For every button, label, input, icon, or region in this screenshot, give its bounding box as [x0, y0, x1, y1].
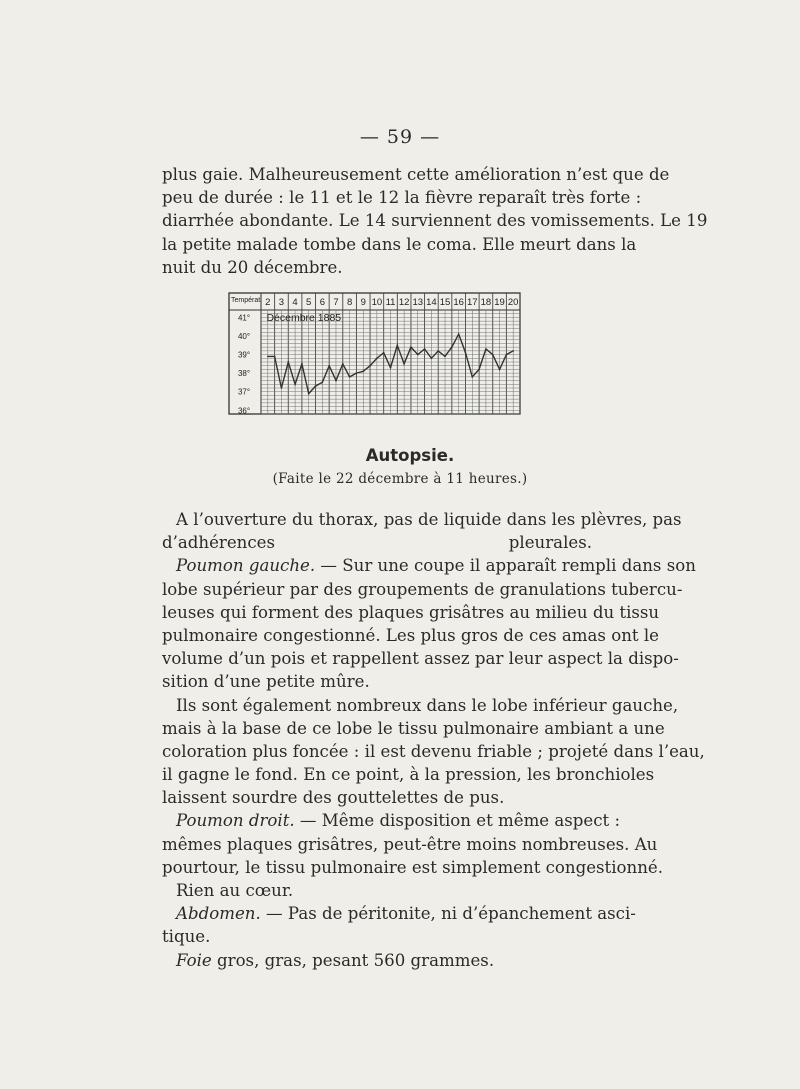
- line-text: d’adhérences pleurales.: [162, 533, 592, 553]
- x-tick-label: 18: [480, 297, 492, 308]
- text-line: [162, 763, 655, 786]
- line-text: gros, gras, pesant 560 grammes.: [211, 950, 495, 970]
- line-text: il gagne le fond. En ce point, à la pression, les bronchioles: [162, 765, 655, 785]
- text-line: [162, 554, 696, 577]
- text-line: [162, 925, 592, 948]
- x-tick-label: 4: [292, 297, 298, 308]
- chart-header-label: Températ.: [231, 297, 263, 304]
- section-label: Poumon droit.: [176, 811, 295, 831]
- x-tick-label: 3: [278, 297, 285, 308]
- temperature-point: [506, 354, 508, 356]
- text-line: [162, 531, 592, 554]
- x-tick-label: 9: [360, 297, 366, 308]
- y-tick-label: 41°: [237, 313, 251, 323]
- line-text: pourtour, le tissu pulmonaire est simplement congestionné.: [162, 857, 663, 877]
- temperature-point: [417, 354, 419, 356]
- x-tick-label: 15: [439, 297, 451, 308]
- text-line: [162, 786, 592, 809]
- y-tick-label: 39°: [237, 350, 251, 360]
- line-text: A l’ouverture du thorax, pas de liquide dans les plèvres, pas: [176, 510, 682, 529]
- temperature-point: [376, 357, 378, 359]
- y-tick-label: 38°: [237, 369, 251, 379]
- temperature-point: [356, 372, 358, 374]
- temperature-point: [294, 383, 296, 385]
- line-text: leuses qui forment des plaques grisâtres au milieu du tissu: [162, 602, 660, 622]
- line-text: laissent sourdre des gouttelettes de pus.: [162, 788, 505, 808]
- x-tick-label: 16: [453, 297, 464, 308]
- x-tick-label: 2: [265, 297, 271, 308]
- line-text: mais à la base de ce lobe le tissu pulmonaire ambiant a une: [162, 718, 665, 738]
- text-line: [162, 670, 592, 693]
- section-label: Abdomen.: [176, 904, 261, 924]
- temperature-point: [512, 350, 514, 352]
- text-line: [162, 740, 705, 763]
- temperature-point: [451, 346, 453, 348]
- temperature-point: [335, 380, 337, 382]
- line-text: Rien au cœur.: [176, 881, 294, 900]
- line-text: — Sur une coupe il apparaît rempli dans son: [315, 556, 696, 576]
- temperature-point: [444, 356, 446, 358]
- page-number: — 59 —: [359, 126, 441, 148]
- text-line: plus gaie. Malheureusement cette amélioration n’est que de: [162, 165, 670, 184]
- line-text: volume d’un pois et rappellent assez par leur aspect la dispo-: [162, 649, 679, 669]
- text-line: peu de durée : le 11 et le 12 la fièvre reparaît très forte :: [162, 188, 642, 208]
- x-tick-label: 11: [385, 297, 396, 308]
- temperature-point: [485, 348, 487, 350]
- month-label: Décembre 1885: [266, 312, 342, 324]
- text-line: la petite malade tombe dans le coma. Elle meurt dans la: [162, 234, 637, 254]
- text-line: [162, 578, 683, 601]
- autopsy-subtitle: (Faite le 22 décembre à 11 heures.): [272, 471, 528, 487]
- temperature-point: [492, 354, 494, 356]
- text-line: [162, 833, 658, 856]
- line-text: Ils sont également nombreux dans le lobe inférieur gauche,: [176, 695, 679, 715]
- text-line: [162, 856, 663, 879]
- temperature-point: [301, 363, 303, 365]
- temperature-point: [458, 333, 460, 335]
- line-text: tique.: [162, 927, 211, 947]
- x-tick-label: 8: [346, 297, 353, 308]
- temperature-point: [437, 350, 439, 352]
- temperature-point: [410, 346, 412, 348]
- x-tick-label: 20: [507, 297, 519, 308]
- text-line: nuit du 20 décembre.: [162, 257, 343, 277]
- line-text: coloration plus foncée : il est devenu friable ; projeté dans l’eau,: [162, 741, 705, 761]
- temperature-point: [465, 352, 467, 354]
- temperature-chart: [228, 290, 524, 420]
- temperature-point: [390, 367, 392, 369]
- temperature-point: [471, 376, 473, 378]
- text-line: [162, 949, 592, 972]
- temperature-point: [267, 356, 269, 358]
- temperature-point: [397, 344, 399, 346]
- temperature-point: [431, 357, 433, 359]
- text-line: [162, 624, 659, 647]
- temperature-point: [287, 361, 289, 363]
- y-tick-label: 40°: [237, 332, 251, 341]
- temperature-point: [322, 382, 324, 384]
- x-tick-label: 13: [412, 297, 424, 308]
- line-text: lobe supérieur par des groupements de granulations tubercu-: [162, 579, 683, 599]
- text-line: [162, 717, 665, 740]
- section-label: Foie: [176, 950, 212, 970]
- line-text: pulmonaire congestionné. Les plus gros de ces amas ont le: [162, 625, 659, 645]
- text-line: [162, 809, 621, 832]
- text-line: [162, 601, 660, 624]
- x-tick-label: 6: [319, 297, 325, 308]
- temperature-point: [315, 385, 317, 387]
- intro-paragraph: [162, 163, 708, 279]
- x-tick-label: 5: [306, 297, 312, 308]
- x-tick-label: 7: [333, 297, 339, 308]
- x-tick-label: 19: [494, 297, 505, 308]
- y-tick-label: 36°: [237, 406, 251, 416]
- temperature-point: [383, 352, 385, 354]
- text-line: [162, 694, 679, 717]
- text-line: [162, 647, 679, 670]
- x-tick-label: 10: [371, 297, 383, 308]
- temperature-point: [308, 393, 310, 395]
- temperature-point: [362, 370, 364, 372]
- x-tick-label: 17: [467, 297, 478, 308]
- line-text: sition d’une petite mûre.: [162, 672, 370, 692]
- autopsy-heading: Autopsie.: [365, 446, 455, 465]
- temperature-point: [369, 365, 371, 367]
- line-text: mêmes plaques grisâtres, peut-être moins nombreuses. Au: [162, 834, 658, 854]
- text-line: [162, 879, 592, 902]
- temperature-point: [349, 376, 351, 378]
- temperature-point: [424, 348, 426, 350]
- text-line: diarrhée abondante. Le 14 surviennent des vomissements. Le 19: [162, 211, 708, 231]
- y-tick-label: 37°: [237, 387, 251, 397]
- autopsy-body: [162, 508, 705, 972]
- temperature-point: [342, 363, 344, 365]
- text-line: [162, 508, 682, 531]
- temperature-point: [499, 369, 501, 371]
- x-tick-label: 12: [398, 297, 410, 308]
- section-label: Poumon gauche.: [176, 556, 316, 576]
- line-text: — Même disposition et même aspect :: [294, 811, 621, 831]
- temperature-point: [274, 356, 276, 358]
- text-line: [162, 902, 636, 925]
- temperature-point: [478, 369, 480, 371]
- temperature-point: [328, 365, 330, 367]
- temperature-chart-svg: [228, 290, 524, 420]
- x-tick-label: 14: [426, 297, 437, 308]
- temperature-point: [281, 387, 283, 389]
- line-text: — Pas de péritonite, ni d’épanchement asci-: [260, 904, 636, 924]
- temperature-point: [403, 363, 405, 365]
